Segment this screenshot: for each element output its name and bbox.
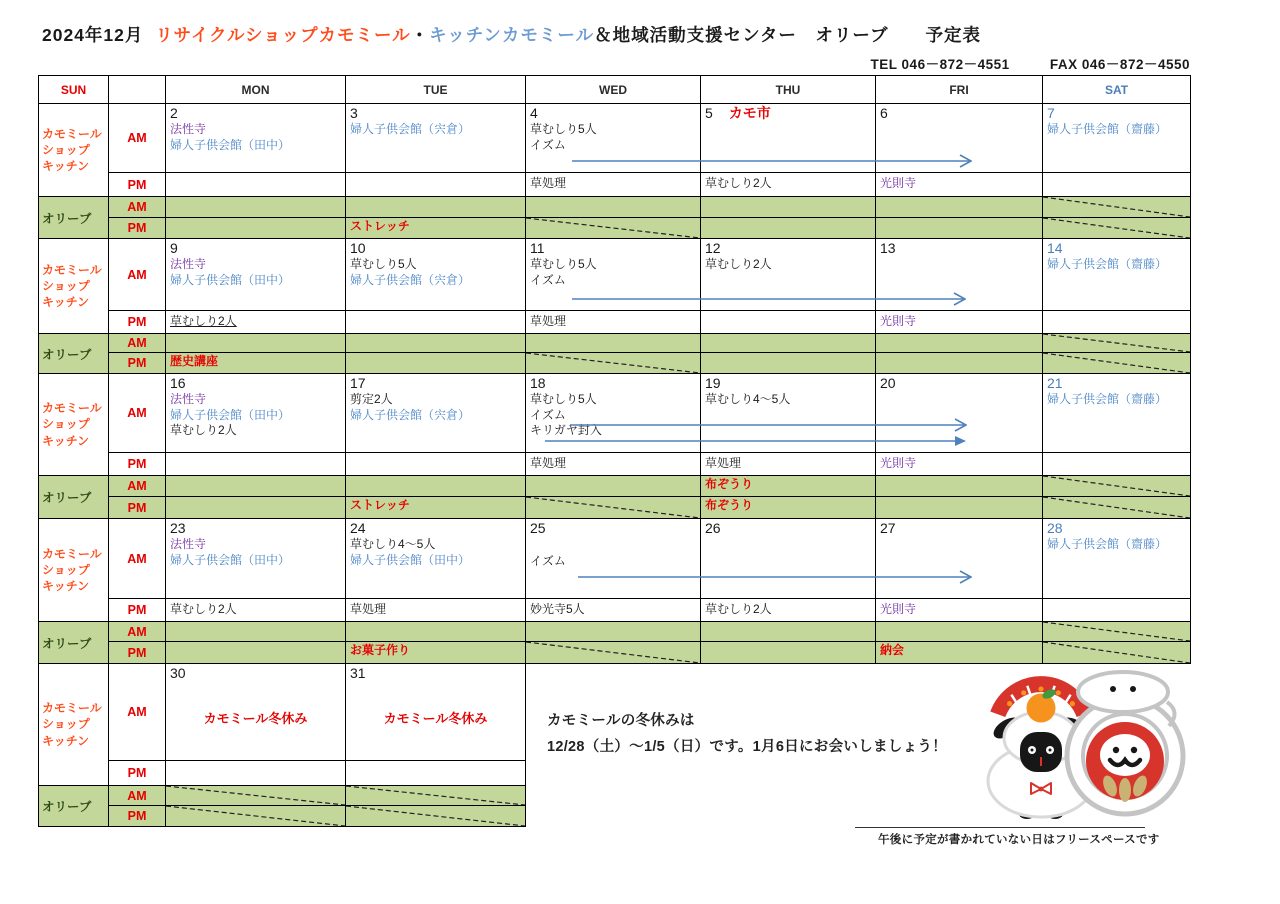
olive-day-cell <box>526 334 701 353</box>
day-cell-pm <box>876 599 1043 622</box>
closed-hatch-icon <box>526 642 700 663</box>
date: 12 <box>705 240 721 256</box>
day-cell-pm <box>701 599 876 622</box>
row-label-olive: オリーブ <box>39 334 109 374</box>
day-cell-pm <box>166 453 346 476</box>
title-kitchen-name: キッチンカモミール <box>429 25 595 45</box>
day-cell-am <box>701 519 876 599</box>
weekday-FRI: FRI <box>876 76 1043 104</box>
olive-pm-row <box>39 218 1191 239</box>
olive-day-cell <box>166 197 346 218</box>
pm-label: PM <box>109 497 166 519</box>
title-rest: ＆地域活動支援センター オリーブ 予定表 <box>594 25 982 45</box>
day-cell-am <box>701 239 876 311</box>
closed-hatch-icon <box>1043 218 1190 238</box>
olive-day-cell <box>1043 622 1191 642</box>
day-cell-am <box>346 374 526 453</box>
closed-hatch-icon <box>346 806 525 826</box>
olive-day-cell <box>346 353 526 374</box>
event: 法性寺 <box>170 122 207 136</box>
date: 26 <box>705 520 721 536</box>
date: 9 <box>170 240 178 256</box>
day-cell-pm <box>346 761 526 786</box>
weekday-WED: WED <box>526 76 701 104</box>
event: 光則寺 <box>880 602 917 616</box>
event: 草処理 <box>705 456 742 470</box>
olive-day-cell <box>526 353 701 374</box>
pm-label: PM <box>109 311 166 334</box>
chamomile-pm-row <box>39 311 1191 334</box>
date: 18 <box>530 375 546 391</box>
day-cell-am <box>526 239 701 311</box>
olive-day-cell <box>346 622 526 642</box>
date: 11 <box>530 240 545 256</box>
pm-label: PM <box>109 806 166 827</box>
event: 草処理 <box>350 602 387 616</box>
pm-label: PM <box>109 453 166 476</box>
event: 婦人子供会館（田中） <box>170 272 291 287</box>
day-cell-am <box>701 104 876 173</box>
olive-day-cell <box>166 642 346 664</box>
olive-day-cell <box>701 197 876 218</box>
weekday-MON: MON <box>166 76 346 104</box>
event: 納会 <box>880 643 905 657</box>
event: 婦人子供会館（齋藤） <box>1047 257 1168 271</box>
pm-label: PM <box>109 353 166 374</box>
event: イズム <box>530 137 566 152</box>
date: 14 <box>1047 240 1063 256</box>
closed-hatch-icon <box>1043 622 1190 641</box>
olive-day-cell <box>526 622 701 642</box>
am-label: AM <box>109 197 166 218</box>
olive-day-cell <box>166 476 346 497</box>
row-label-chamomile: カモミール ショップ キッチン <box>39 239 109 334</box>
event: キリガヤ封入 <box>530 423 602 437</box>
day-cell-am <box>346 104 526 173</box>
olive-day-cell <box>876 218 1043 239</box>
event: 布ぞうり <box>705 498 754 512</box>
day-cell-am <box>1043 519 1191 599</box>
pm-label: PM <box>109 642 166 664</box>
day-cell-am <box>346 519 526 599</box>
closed-hatch-icon <box>1043 334 1190 352</box>
pm-label: PM <box>109 761 166 786</box>
olive-day-cell <box>346 476 526 497</box>
day-cell-am <box>346 664 526 761</box>
olive-day-cell <box>346 197 526 218</box>
day-cell-pm <box>346 173 526 197</box>
olive-day-cell <box>1043 497 1191 519</box>
date: 7 <box>1047 105 1055 121</box>
event: 婦人子供会館（田中） <box>170 407 291 422</box>
day-cell-am <box>526 374 701 453</box>
event: カモミール冬休み <box>383 711 488 726</box>
olive-am-row <box>39 476 1191 497</box>
event: お菓子作り <box>350 643 411 657</box>
day-cell-am <box>526 104 701 173</box>
day-cell-pm <box>1043 599 1191 622</box>
olive-am-row <box>39 197 1191 218</box>
closed-hatch-icon <box>166 786 345 805</box>
event: 婦人子供会館（田中） <box>350 552 471 567</box>
pm-label: PM <box>109 218 166 239</box>
event: 草処理 <box>530 314 567 328</box>
olive-day-cell <box>346 806 526 827</box>
am-label: AM <box>109 786 166 806</box>
olive-day-cell <box>346 497 526 519</box>
date: 17 <box>350 375 366 391</box>
olive-day-cell <box>166 786 346 806</box>
title-month: 2024年12月 <box>42 25 144 45</box>
row-label-chamomile: カモミール ショップ キッチン <box>39 519 109 622</box>
olive-day-cell <box>876 497 1043 519</box>
event: 草むしり5人 <box>530 122 597 136</box>
weekday-spacer <box>109 76 166 104</box>
olive-day-cell <box>701 218 876 239</box>
event: 草むしり2人 <box>705 176 772 190</box>
date: 21 <box>1047 375 1063 391</box>
winter-note-line2: 12/28（土）～1/5（日）です。1月6日にお会いしましょう！ <box>547 739 948 756</box>
day-cell-pm <box>166 173 346 197</box>
chamomile-am-row <box>39 519 1191 599</box>
row-label-chamomile: カモミール ショップ キッチン <box>39 104 109 197</box>
event: 光則寺 <box>880 176 917 190</box>
olive-day-cell <box>166 218 346 239</box>
day-cell-pm <box>166 311 346 334</box>
olive-day-cell <box>526 642 701 664</box>
closed-hatch-icon <box>346 786 525 805</box>
day-cell-pm <box>876 311 1043 334</box>
event: 婦人子供会館（齋藤） <box>1047 122 1168 136</box>
tel-number: TEL 046－872－4551 <box>870 57 1010 72</box>
olive-day-cell <box>526 218 701 239</box>
date: 16 <box>170 375 186 391</box>
day-cell-pm <box>526 311 701 334</box>
day-cell-am <box>876 239 1043 311</box>
day-cell-pm <box>526 173 701 197</box>
closed-hatch-icon <box>1043 497 1190 518</box>
weekday-SUN: SUN <box>39 76 109 104</box>
weekday-TUE: TUE <box>346 76 526 104</box>
olive-day-cell <box>346 334 526 353</box>
day-cell-am <box>166 374 346 453</box>
olive-day-cell <box>526 197 701 218</box>
event: 光則寺 <box>880 314 917 328</box>
event: 草むしり5人 <box>350 257 417 271</box>
title-separator: ・ <box>410 25 430 45</box>
olive-day-cell <box>1043 197 1191 218</box>
date: 5 カモ市 <box>705 105 771 121</box>
olive-pm-row <box>39 497 1191 519</box>
date: 27 <box>880 520 896 536</box>
day-cell-am <box>876 104 1043 173</box>
event: 婦人子供会館（宍倉） <box>350 407 471 422</box>
event: 法性寺 <box>170 257 207 271</box>
am-label: AM <box>109 239 166 311</box>
olive-day-cell <box>876 334 1043 353</box>
closed-hatch-icon <box>1043 642 1190 663</box>
event: イズム <box>530 407 566 422</box>
event: 草むしり4～5人 <box>705 392 791 406</box>
day-cell-pm <box>701 173 876 197</box>
event: 光則寺 <box>880 456 917 470</box>
day-cell-am <box>701 374 876 453</box>
date: 28 <box>1047 520 1063 536</box>
olive-day-cell <box>876 622 1043 642</box>
row-label-olive: オリーブ <box>39 197 109 239</box>
olive-day-cell <box>346 642 526 664</box>
row-label-olive: オリーブ <box>39 476 109 519</box>
winter-break-note <box>547 708 947 760</box>
date: 2 <box>170 105 178 121</box>
row-label-chamomile: カモミール ショップ キッチン <box>39 664 109 786</box>
chamomile-pm-row <box>39 173 1191 197</box>
olive-day-cell <box>346 786 526 806</box>
closed-hatch-icon <box>166 806 345 826</box>
event: イズム <box>530 272 566 287</box>
day-cell-am <box>346 239 526 311</box>
event: 妙光寺5人 <box>530 602 585 616</box>
event: カモミール冬休み <box>203 711 308 726</box>
olive-day-cell <box>166 334 346 353</box>
am-label: AM <box>109 374 166 453</box>
day-cell-am <box>1043 374 1191 453</box>
day-cell-pm <box>1043 173 1191 197</box>
olive-day-cell <box>1043 334 1191 353</box>
date: 23 <box>170 520 186 536</box>
day-cell-pm <box>346 453 526 476</box>
event: 草むしり2人 <box>170 423 237 437</box>
event: 婦人子供会館（田中） <box>170 137 291 152</box>
day-cell-am <box>876 519 1043 599</box>
date: 31 <box>350 665 366 681</box>
weekday-SAT: SAT <box>1043 76 1191 104</box>
olive-day-cell <box>1043 353 1191 374</box>
day-cell-pm <box>346 311 526 334</box>
olive-day-cell <box>701 476 876 497</box>
day-cell-am <box>166 664 346 761</box>
event: ストレッチ <box>350 498 410 512</box>
date: 24 <box>350 520 366 536</box>
olive-day-cell <box>526 497 701 519</box>
olive-day-cell <box>1043 218 1191 239</box>
event: 法性寺 <box>170 392 207 406</box>
olive-day-cell <box>701 622 876 642</box>
am-label: AM <box>109 622 166 642</box>
olive-day-cell <box>876 642 1043 664</box>
event: 剪定2人 <box>350 392 393 406</box>
closed-hatch-icon <box>526 218 700 238</box>
date: 30 <box>170 665 186 681</box>
olive-day-cell <box>166 622 346 642</box>
event: ストレッチ <box>350 219 410 233</box>
am-label: AM <box>109 519 166 599</box>
event: 法性寺 <box>170 537 207 551</box>
event: 草処理 <box>530 456 567 470</box>
olive-day-cell <box>701 642 876 664</box>
olive-pm-row <box>39 353 1191 374</box>
contact-info <box>871 53 1190 73</box>
event: 草むしり2人 <box>705 602 772 616</box>
olive-day-cell <box>166 806 346 827</box>
olive-day-cell <box>346 218 526 239</box>
row-label-olive: オリーブ <box>39 622 109 664</box>
row-label-chamomile: カモミール ショップ キッチン <box>39 374 109 476</box>
date: 6 <box>880 105 888 121</box>
event: 草処理 <box>530 176 567 190</box>
date: 3 <box>350 105 358 121</box>
olive-day-cell <box>701 497 876 519</box>
row-label-olive: オリーブ <box>39 786 109 827</box>
day-cell-pm <box>876 453 1043 476</box>
closed-hatch-icon <box>1043 476 1190 496</box>
weekday-THU: THU <box>701 76 876 104</box>
event: 草むしり2人 <box>170 602 237 616</box>
event: 歴史講座 <box>170 354 219 368</box>
chamomile-am-row <box>39 374 1191 453</box>
event: カモ市 <box>728 105 771 121</box>
day-cell-pm <box>526 599 701 622</box>
fax-number: FAX 046－872－4550 <box>1049 57 1190 72</box>
event: 布ぞうり <box>705 477 754 491</box>
day-cell-am <box>1043 104 1191 173</box>
day-cell-am <box>166 104 346 173</box>
day-cell-am <box>876 374 1043 453</box>
olive-pm-row <box>39 642 1191 664</box>
olive-am-row <box>39 334 1191 353</box>
day-cell-pm <box>701 453 876 476</box>
day-cell-pm <box>701 311 876 334</box>
closed-hatch-icon <box>526 497 700 518</box>
am-label: AM <box>109 334 166 353</box>
event: 婦人子供会館（田中） <box>170 552 291 567</box>
date: 19 <box>705 375 721 391</box>
date: 25 <box>530 520 546 536</box>
am-label: AM <box>109 104 166 173</box>
closed-hatch-icon <box>526 353 700 373</box>
chamomile-pm-row <box>39 599 1191 622</box>
event: 草むしり4～5人 <box>350 537 436 551</box>
chamomile-am-row <box>39 239 1191 311</box>
event: 婦人子供会館（齋藤） <box>1047 537 1168 551</box>
divider <box>855 827 1145 828</box>
closed-hatch-icon <box>1043 197 1190 217</box>
olive-day-cell <box>876 476 1043 497</box>
event: 草むしり2人 <box>705 257 772 271</box>
pm-label: PM <box>109 173 166 197</box>
olive-day-cell <box>1043 642 1191 664</box>
day-cell-am <box>526 519 701 599</box>
day-cell-pm <box>1043 311 1191 334</box>
am-label: AM <box>109 476 166 497</box>
pm-label: PM <box>109 599 166 622</box>
olive-day-cell <box>701 334 876 353</box>
day-cell-am <box>166 239 346 311</box>
day-cell-pm <box>166 761 346 786</box>
event: 婦人子供会館（宍倉） <box>350 122 471 136</box>
day-cell-pm <box>526 453 701 476</box>
chamomile-am-row <box>39 104 1191 173</box>
date: 10 <box>350 240 366 256</box>
event: 草むしり5人 <box>530 392 597 406</box>
olive-day-cell <box>166 497 346 519</box>
olive-am-row <box>39 622 1191 642</box>
day-cell-pm <box>166 599 346 622</box>
olive-day-cell <box>876 353 1043 374</box>
olive-day-cell <box>166 353 346 374</box>
event: イズム <box>530 554 566 568</box>
olive-day-cell <box>1043 476 1191 497</box>
page-title <box>42 22 981 47</box>
day-cell-am <box>166 519 346 599</box>
am-label: AM <box>109 664 166 761</box>
winter-note-line1: カモミールの冬休みは <box>547 713 695 729</box>
new-year-mascots-illustration <box>973 664 1195 822</box>
date: 13 <box>880 240 896 256</box>
day-cell-pm <box>876 173 1043 197</box>
weekday-header-row <box>39 76 1191 104</box>
footer-note: 午後に予定が書かれていない日はフリースペースです <box>878 834 1160 846</box>
event: 婦人子供会館（齋藤） <box>1047 392 1168 406</box>
event: 婦人子供会館（宍倉） <box>350 272 471 287</box>
date: 4 <box>530 105 538 121</box>
chamomile-pm-row <box>39 453 1191 476</box>
olive-day-cell <box>526 476 701 497</box>
day-cell-am <box>1043 239 1191 311</box>
title-shop-name: リサイクルショップカモミール <box>155 25 411 45</box>
day-cell-pm <box>346 599 526 622</box>
olive-day-cell <box>876 197 1043 218</box>
closed-hatch-icon <box>1043 353 1190 373</box>
day-cell-pm <box>1043 453 1191 476</box>
event: 草むしり5人 <box>530 257 597 271</box>
olive-day-cell <box>701 353 876 374</box>
date: 20 <box>880 375 896 391</box>
event: 草むしり2人 <box>170 314 237 328</box>
snake-daruma-mascot <box>1067 672 1183 814</box>
